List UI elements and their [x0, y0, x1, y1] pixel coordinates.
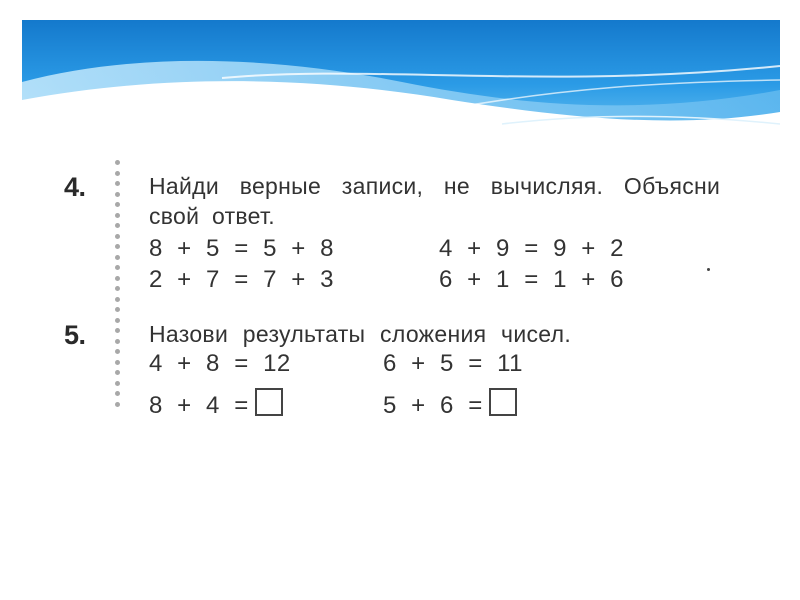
- task-5-number: 5.: [64, 320, 86, 350]
- task-5-row2-left-eq: [149, 388, 283, 420]
- task-4-prompt-line2: свой ответ.: [149, 203, 275, 229]
- task-5-row1-right: 6 + 5 = 11: [383, 350, 523, 377]
- task-5-row2-right-text: 5 + 6 =: [383, 392, 483, 419]
- binding-dots: [113, 160, 123, 422]
- task-4-equation-3: 2 + 7 = 7 + 3: [149, 266, 334, 293]
- task-5-row2-right-eq: [383, 388, 517, 420]
- answer-box-2[interactable]: [489, 388, 517, 416]
- task-5-row1-left: 4 + 8 = 12: [149, 350, 291, 377]
- answer-box-1[interactable]: [255, 388, 283, 416]
- task-4-equation-2: 4 + 9 = 9 + 2: [439, 235, 624, 262]
- task-4-prompt-line1: Найди верные записи, не вычисляя. Объясни: [149, 173, 721, 199]
- task-4-number: 4.: [64, 172, 86, 202]
- task-5-prompt: Назови результаты сложения чисел.: [149, 321, 572, 347]
- task-4-equation-4: 6 + 1 = 1 + 6: [439, 266, 624, 293]
- stray-dot: [707, 268, 710, 271]
- task-5-row2-left-text: 8 + 4 =: [149, 392, 249, 419]
- task-4-equation-1: 8 + 5 = 5 + 8: [149, 235, 334, 262]
